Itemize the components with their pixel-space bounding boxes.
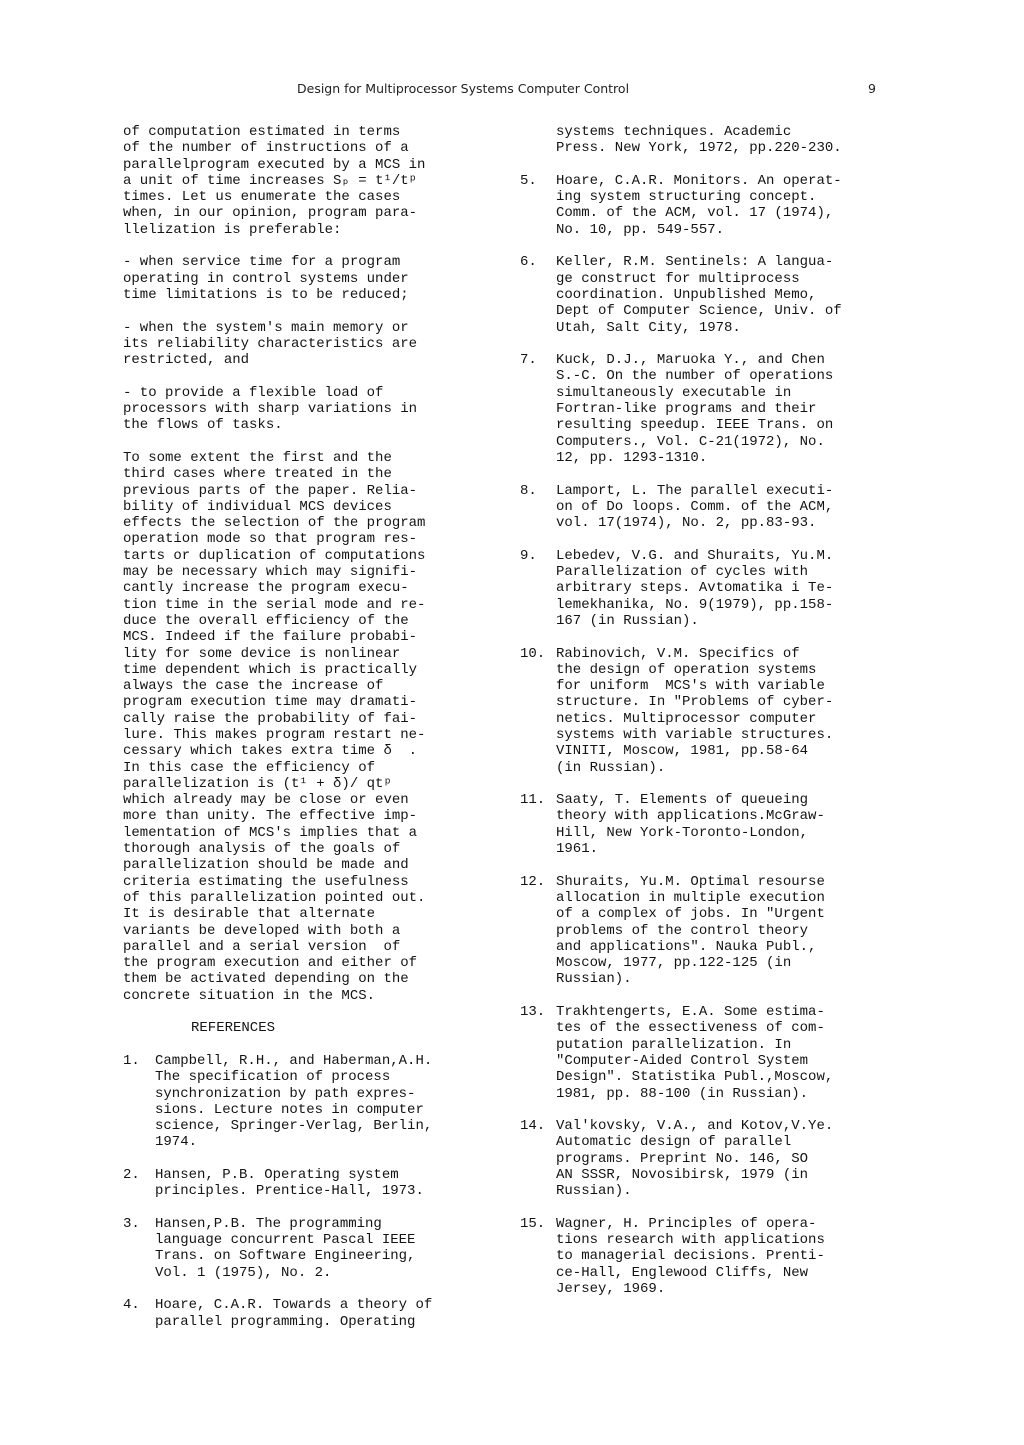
reference-number: 5.: [520, 172, 537, 189]
text-line: of the number of instructions of a: [123, 140, 409, 157]
reference-item: [123, 1297, 503, 1330]
text-line: 1974.: [155, 1134, 198, 1151]
page-number: 9: [868, 81, 876, 96]
paragraph-gap: [520, 466, 925, 482]
text-line: AN SSSR, Novosibirsk, 1979 (in: [556, 1167, 809, 1183]
reference-text: [556, 1118, 925, 1199]
paragraph-gap: [123, 1200, 503, 1216]
text-line: lure. This makes program restart ne-: [123, 726, 426, 743]
text-line: - when the system's main memory or: [123, 319, 409, 336]
text-line: its reliability characteristics are: [123, 335, 418, 352]
text-line: structure. In "Problems of cyber-: [556, 694, 834, 711]
reference-item: [520, 254, 925, 335]
reference-item: [520, 1118, 925, 1199]
paragraph: [123, 254, 503, 303]
text-line: Trans. on Software Engineering,: [155, 1248, 416, 1265]
reference-text: [155, 1216, 503, 1281]
reference-number: [520, 124, 556, 157]
text-line: "Computer-Aided Control System: [556, 1052, 809, 1069]
text-line: tes of the essectiveness of com-: [556, 1020, 825, 1037]
text-line: resulting speedup. IEEE Trans. on: [556, 417, 834, 434]
text-line: S.-C. On the number of operations: [556, 368, 834, 385]
text-line: for uniform MCS's with variable: [556, 678, 825, 695]
text-line: a unit of time increases Sₚ = t¹/tᵖ: [123, 172, 418, 189]
text-line: when, in our opinion, program para-: [123, 205, 418, 222]
text-line: Rabinovich, V.M. Specifics of: [556, 645, 800, 662]
paragraph-gap: [123, 1037, 503, 1053]
text-line: language concurrent Pascal IEEE: [155, 1232, 416, 1249]
reference-text: [556, 483, 925, 532]
paragraph-gap: [520, 531, 925, 547]
running-title: Design for Multiprocessor Systems Computer Control: [297, 81, 630, 96]
text-line: sions. Lecture notes in computer: [155, 1101, 424, 1118]
paragraph-gap: [520, 1200, 925, 1216]
text-line: Trakhtengerts, E.A. Some estima-: [556, 1004, 825, 1021]
reference-number: 12.: [520, 873, 546, 890]
text-line: (in Russian).: [556, 759, 666, 776]
text-line: Shuraits, Yu.M. Optimal resourse: [556, 873, 825, 890]
reference-number: 11.: [520, 792, 546, 809]
paragraph-gap: [123, 1004, 503, 1020]
text-line: Utah, Salt City, 1978.: [556, 319, 741, 336]
text-line: coordination. Unpublished Memo,: [556, 286, 817, 303]
paragraph-gap: [123, 1151, 503, 1167]
text-line: putation parallelization. In: [556, 1036, 792, 1053]
text-line: always the case the increase of: [123, 678, 384, 695]
reference-number: 15.: [520, 1215, 546, 1232]
text-line: Dept of Computer Science, Univ. of: [556, 303, 842, 320]
text-line: - when service time for a program: [123, 254, 401, 271]
paragraph-gap: [123, 434, 503, 450]
text-line: operating in control systems under: [123, 270, 409, 287]
text-line: simultaneously executable in: [556, 384, 792, 401]
paragraph-gap: [520, 157, 925, 173]
text-line: 12, pp. 1293-1310.: [556, 449, 708, 466]
text-line: It is desirable that alternate: [123, 906, 376, 923]
text-line: Saaty, T. Elements of queueing: [556, 792, 809, 809]
reference-item: [520, 1216, 925, 1297]
text-line: third cases where treated in the: [123, 466, 392, 483]
reference-text: [155, 1297, 503, 1330]
paragraph: [123, 124, 503, 238]
reference-item: [520, 874, 925, 988]
reference-text: [155, 1053, 503, 1151]
text-line: Hoare, C.A.R. Towards a theory of: [155, 1297, 433, 1314]
references-heading: REFERENCES: [191, 1020, 276, 1037]
text-line: Wagner, H. Principles of opera-: [556, 1215, 817, 1232]
reference-item: [520, 792, 925, 857]
paragraph-gap: [520, 988, 925, 1004]
paragraph-gap: [520, 776, 925, 792]
reference-number: 10.: [520, 645, 546, 662]
reference-text: [556, 548, 925, 629]
text-line: tions research with applications: [556, 1232, 825, 1249]
reference-text: [556, 646, 925, 776]
paragraph: [123, 385, 503, 434]
text-line: the flows of tasks.: [123, 417, 283, 434]
text-line: tarts or duplication of computations: [123, 547, 426, 564]
text-line: programs. Preprint No. 146, SO: [556, 1150, 809, 1167]
text-line: lity for some device is nonlinear: [123, 645, 401, 662]
text-line: of a complex of jobs. In "Urgent: [556, 906, 825, 923]
text-line: thorough analysis of the goals of: [123, 841, 401, 858]
text-line: MCS. Indeed if the failure probabi-: [123, 629, 418, 646]
text-line: systems with variable structures.: [556, 726, 834, 743]
paragraph-gap: [123, 1330, 503, 1346]
text-line: Jersey, 1969.: [556, 1281, 666, 1298]
text-line: concrete situation in the MCS.: [123, 987, 376, 1004]
text-line: previous parts of the paper. Relia-: [123, 482, 418, 499]
text-line: allocation in multiple execution: [556, 889, 825, 906]
text-line: llelization is preferable:: [123, 221, 342, 238]
reference-item: [520, 483, 925, 532]
text-line: Computers., Vol. C-21(1972), No.: [556, 433, 825, 450]
text-line: lementation of MCS's implies that a: [123, 824, 418, 841]
text-line: Moscow, 1977, pp.122-125 (in: [556, 955, 792, 972]
reference-item: [520, 646, 925, 776]
text-line: to managerial decisions. Prenti-: [556, 1248, 825, 1265]
reference-number: 7.: [520, 352, 537, 369]
text-line: Lamport, L. The parallel executi-: [556, 482, 834, 499]
reference-text: [556, 792, 925, 857]
text-line: times. Let us enumerate the cases: [123, 189, 401, 206]
text-line: program execution time may dramati-: [123, 694, 418, 711]
reference-item: [520, 124, 925, 157]
text-line: arbitrary steps. Avtomatika i Te-: [556, 580, 834, 597]
text-line: lemekhanika, No. 9(1979), pp.158-: [556, 596, 834, 613]
paragraph-gap: [520, 238, 925, 254]
text-line: may be necessary which may signifi-: [123, 564, 418, 581]
reference-number: 9.: [520, 547, 537, 564]
paragraph-gap: [123, 1281, 503, 1297]
reference-text: [556, 173, 925, 238]
text-line: Hill, New York-Toronto-London,: [556, 824, 809, 841]
text-line: VINITI, Moscow, 1981, pp.58-64: [556, 743, 809, 760]
reference-item: [123, 1167, 503, 1200]
text-line: the design of operation systems: [556, 661, 817, 678]
text-line: which already may be close or even: [123, 792, 409, 809]
reference-number: 1.: [123, 1052, 140, 1069]
text-line: - to provide a flexible load of: [123, 384, 384, 401]
text-line: 167 (in Russian).: [556, 612, 699, 629]
reference-text: [556, 124, 925, 157]
reference-number: 2.: [123, 1167, 140, 1183]
text-line: Hansen, P.B. Operating system: [155, 1167, 399, 1183]
reference-item: [520, 352, 925, 466]
reference-text: [155, 1167, 503, 1200]
left-column: [123, 124, 503, 1346]
text-line: processors with sharp variations in: [123, 401, 418, 418]
reference-text: [556, 254, 925, 335]
text-line: them be activated depending on the: [123, 971, 409, 988]
reference-text: [556, 352, 925, 466]
text-line: on of Do loops. Comm. of the ACM,: [556, 498, 834, 515]
paragraph-gap: [123, 368, 503, 384]
text-line: Hoare, C.A.R. Monitors. An operat-: [556, 172, 842, 189]
paragraph: [123, 450, 503, 1004]
text-line: criteria estimating the usefulness: [123, 873, 409, 890]
text-line: parallelprogram executed by a MCS in: [123, 156, 426, 173]
text-line: 1981, pp. 88-100 (in Russian).: [556, 1085, 809, 1102]
paragraph-gap: [123, 238, 503, 254]
paragraph-gap: [520, 1297, 925, 1313]
text-line: cessary which takes extra time δ .: [123, 743, 418, 760]
text-line: time dependent which is practically: [123, 661, 418, 678]
reference-number: 14.: [520, 1118, 546, 1135]
paragraph-gap: [520, 629, 925, 645]
text-line: Keller, R.M. Sentinels: A langua-: [556, 254, 834, 271]
text-line: synchronization by path expres-: [155, 1085, 416, 1102]
reference-item: [123, 1053, 503, 1151]
text-line: Vol. 1 (1975), No. 2.: [155, 1264, 332, 1281]
text-line: parallelization is (t¹ + δ)/ qtᵖ: [123, 775, 392, 792]
text-line: effects the selection of the program: [123, 515, 426, 532]
text-line: problems of the control theory: [556, 922, 809, 939]
text-line: Parallelization of cycles with: [556, 564, 809, 581]
text-line: netics. Multiprocessor computer: [556, 710, 817, 727]
reference-number: 3.: [123, 1215, 140, 1232]
paragraph-gap: [520, 1102, 925, 1118]
text-line: cantly increase the program execu-: [123, 580, 409, 597]
text-line: Val'kovsky, V.A., and Kotov,V.Ye.: [556, 1118, 834, 1135]
text-line: of this parallelization pointed out.: [123, 889, 426, 906]
reference-item: [520, 548, 925, 629]
text-line: Press. New York, 1972, pp.220-230.: [556, 140, 842, 157]
text-line: and applications". Nauka Publ.,: [556, 938, 817, 955]
text-line: restricted, and: [123, 352, 250, 369]
text-line: Russian).: [556, 971, 632, 988]
text-line: To some extent the first and the: [123, 449, 392, 466]
text-line: cally raise the probability of fai-: [123, 710, 418, 727]
text-line: operation mode so that program res-: [123, 531, 418, 548]
right-column: [520, 124, 925, 1314]
text-line: The specification of process: [155, 1069, 391, 1086]
text-line: science, Springer-Verlag, Berlin,: [155, 1118, 433, 1135]
text-line: variants be developed with both a: [123, 922, 401, 939]
reference-text: [556, 1216, 925, 1297]
text-line: parallel and a serial version of: [123, 938, 401, 955]
text-line: Fortran-like programs and their: [556, 401, 817, 418]
paragraph-gap: [123, 303, 503, 319]
text-line: No. 10, pp. 549-557.: [556, 221, 725, 238]
text-line: parallelization should be made and: [123, 857, 409, 874]
text-line: theory with applications.McGraw-: [556, 808, 825, 825]
text-line: systems techniques. Academic: [556, 124, 792, 140]
text-line: Kuck, D.J., Maruoka Y., and Chen: [556, 352, 825, 369]
text-line: duce the overall efficiency of the: [123, 612, 409, 629]
text-line: ce-Hall, Englewood Cliffs, New: [556, 1264, 809, 1281]
reference-item: [123, 1216, 503, 1281]
text-line: 1961.: [556, 841, 599, 858]
reference-item: [520, 173, 925, 238]
text-line: Hansen,P.B. The programming: [155, 1215, 382, 1232]
text-line: more than unity. The effective imp-: [123, 808, 418, 825]
text-line: tion time in the serial mode and re-: [123, 596, 426, 613]
reference-number: 6.: [520, 254, 537, 271]
text-line: vol. 17(1974), No. 2, pp.83-93.: [556, 515, 817, 532]
reference-item: [520, 1004, 925, 1102]
text-line: ing system structuring concept.: [556, 189, 817, 206]
paragraph-gap: [520, 857, 925, 873]
reference-number: 8.: [520, 482, 537, 499]
text-line: Design". Statistika Publ.,Moscow,: [556, 1069, 834, 1086]
text-line: ge construct for multiprocess: [556, 270, 800, 287]
text-line: Russian).: [556, 1183, 632, 1200]
text-line: Lebedev, V.G. and Shuraits, Yu.M.: [556, 547, 834, 564]
paragraph: [123, 320, 503, 369]
reference-number: 4.: [123, 1297, 140, 1314]
reference-number: 13.: [520, 1004, 546, 1021]
text-line: bility of individual MCS devices: [123, 498, 392, 515]
text-line: time limitations is to be reduced;: [123, 286, 409, 303]
text-line: Campbell, R.H., and Haberman,A.H.: [155, 1052, 433, 1069]
text-line: the program execution and either of: [123, 955, 418, 972]
text-line: of computation estimated in terms: [123, 124, 401, 140]
text-line: Automatic design of parallel: [556, 1134, 792, 1151]
text-line: principles. Prentice-Hall, 1973.: [155, 1183, 424, 1200]
reference-text: [556, 1004, 925, 1102]
text-line: In this case the efficiency of: [123, 759, 376, 776]
reference-text: [556, 874, 925, 988]
text-line: parallel programming. Operating: [155, 1313, 416, 1330]
paragraph-gap: [520, 336, 925, 352]
text-line: Comm. of the ACM, vol. 17 (1974),: [556, 205, 834, 222]
